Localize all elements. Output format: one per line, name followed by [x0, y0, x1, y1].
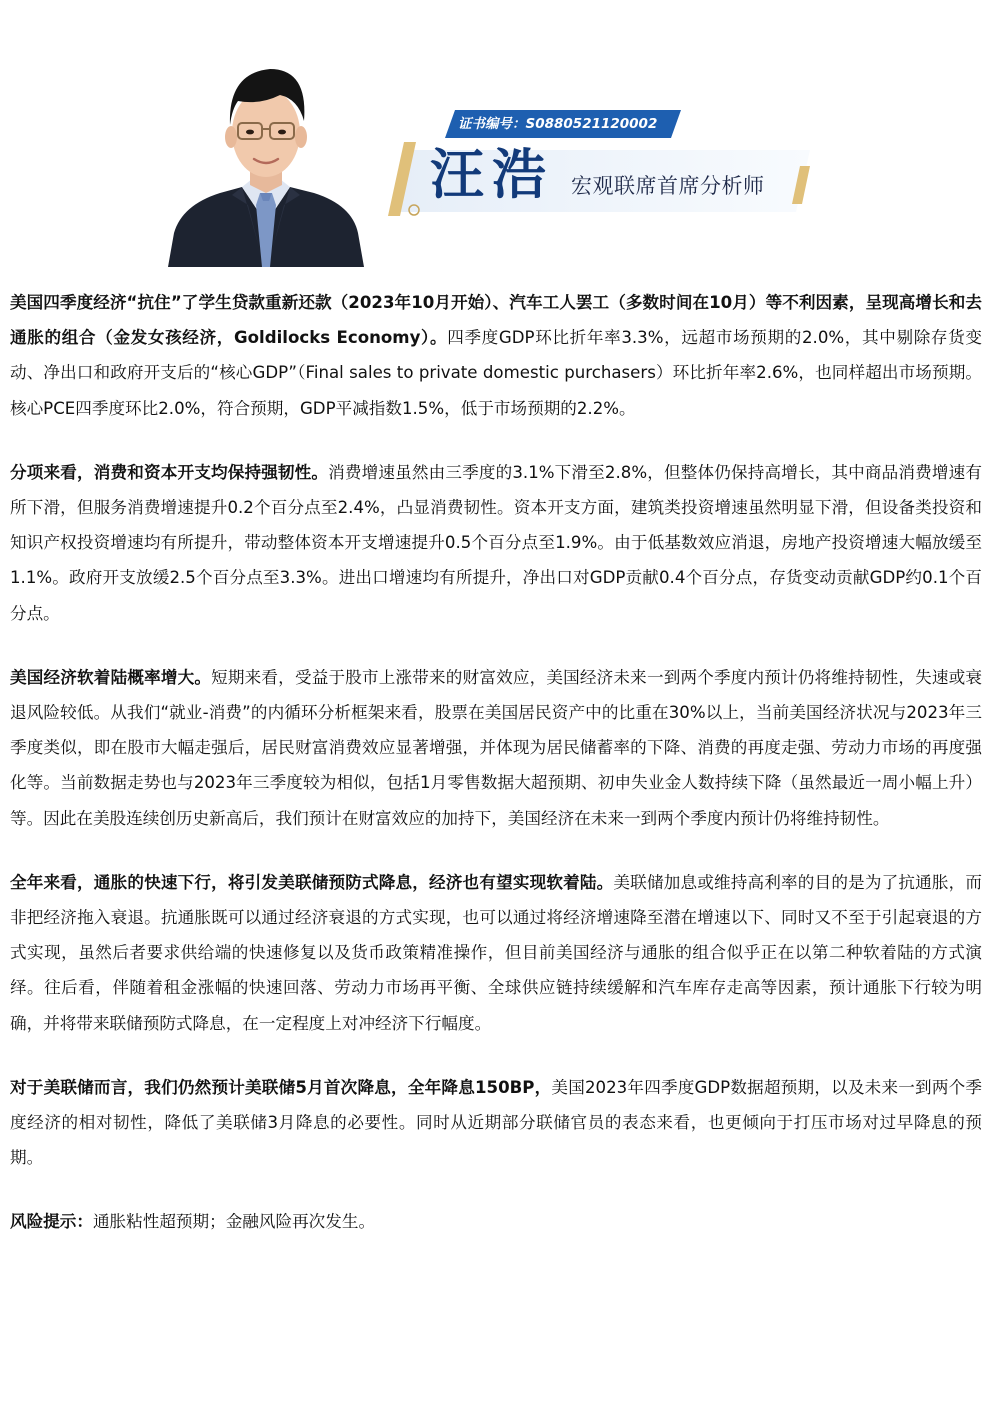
paragraph-inflation-outlook [10, 865, 982, 1041]
paragraph-text: 通胀粘性超预期；金融风险再次发生。 [92, 1212, 376, 1232]
paragraph-lead: 美国四季度经济“抗住”了学生贷款重新还款（2023年10月开始）、汽车工人罢工（多数时间在10月）等不利因素，呈现高增长和去通胀的组合（金发女孩经济，Goldilocks Economy）。 [10, 293, 982, 348]
paragraph-fed-outlook [10, 1070, 982, 1176]
analyst-name: 汪浩 [430, 142, 554, 206]
paragraph-lead: 全年来看，通胀的快速下行，将引发美联储预防式降息，经济也有望实现软着陆。 [10, 872, 614, 892]
certificate-number: 证书编号：S0880521120002 [458, 116, 658, 132]
paragraph-lead: 风险提示： [10, 1212, 93, 1232]
paragraph-lead: 分项来看，消费和资本开支均保持强韧性。 [10, 462, 329, 482]
report-body [10, 285, 982, 1269]
paragraph-text: 短期来看，受益于股市上涨带来的财富效应，美国经济未来一到两个季度内预计仍将维持韧性，失速或衰退风险较低。从我们“就业-消费”的内循环分析框架来看，股票在美国居民资产中的比重在30%以上，当前美国经济状况与2023年三季度类似，即在股市大幅走强后，居民财富消费效应显著增强，并体现为居民储蓄率的下降、消费的再度走强、劳动力市场的再度强化等。当前数据走势也与2023年三季度较为相似，包括1月零售数据大超预期、初申失业金人数持续下降（虽然最近一周小幅上升）等。因此在美股连续创历史新高后，我们预计在财富效应的加持下，美国经济在未来一到两个季度内预计仍将维持韧性。 [10, 667, 982, 828]
paragraph-text: 四季度GDP环比折年率3.3%，远超市场预期的2.0%，其中剔除存货变动、净出口和政府开支后的“核心GDP”（Final sales to private domestic purchasers）环比折年率2.6%，也同样超出市场预期。核心PCE四季度环比2.0%，符合预期，GDP平减指数1.5%，低于市场预期的2.2%。 [10, 328, 982, 418]
paragraph-lead: 美国经济软着陆概率增大。 [10, 667, 212, 687]
analyst-header [0, 0, 992, 270]
analyst-title: 宏观联席首席分析师 [571, 174, 765, 198]
paragraph-soft-landing [10, 660, 982, 836]
paragraph-lead: 对于美联储而言，我们仍然预计美联储5月首次降息，全年降息150BP， [10, 1077, 552, 1097]
paragraph-risk-warning [10, 1204, 982, 1239]
paragraph-text: 消费增速虽然由三季度的3.1%下滑至2.8%，但整体仍保持高增长，其中商品消费增速有所下滑，但服务消费增速提升0.2个百分点至2.4%，凸显消费韧性。资本开支方面，建筑类投资增速虽然明显下滑，但设备类投资和知识产权投资增速均有所提升，带动整体资本开支增速提升0.5个百分点至1.9%。由于低基数效应消退，房地产投资增速大幅放缓至1.1%。政府开支放缓2.5个百分点至3.3%。进出口增速均有所提升，净出口对GDP贡献0.4个百分点，存货变动贡献GDP约0.1个百分点。 [10, 462, 982, 623]
paragraph-components [10, 455, 982, 631]
paragraph-text: 美联储加息或维持高利率的目的是为了抗通胀，而非把经济拖入衰退。抗通胀既可以通过经济衰退的方式实现，也可以通过将经济增速降至潜在增速以下、同时又不至于引起衰退的方式实现，虽然后者要求供给端的快速修复以及货币政策精准操作，但目前美国经济与通胀的组合似乎正在以第二种软着陆的方式演绎。往后看，伴随着租金涨幅的快速回落、劳动力市场再平衡、全球供应链持续缓解和汽车库存走高等因素，预计通胀下行较为明确，并将带来联储预防式降息，在一定程度上对冲经济下行幅度。 [10, 872, 983, 1033]
paragraph-gdp-overview [10, 285, 982, 426]
analyst-portrait [168, 55, 364, 267]
paragraph-text: 美国2023年四季度GDP数据超预期，以及未来一到两个季度经济的相对韧性，降低了美联储3月降息的必要性。同时从近期部分联储官员的表态来看，也更倾向于打压市场对过早降息的预期。 [10, 1077, 982, 1168]
